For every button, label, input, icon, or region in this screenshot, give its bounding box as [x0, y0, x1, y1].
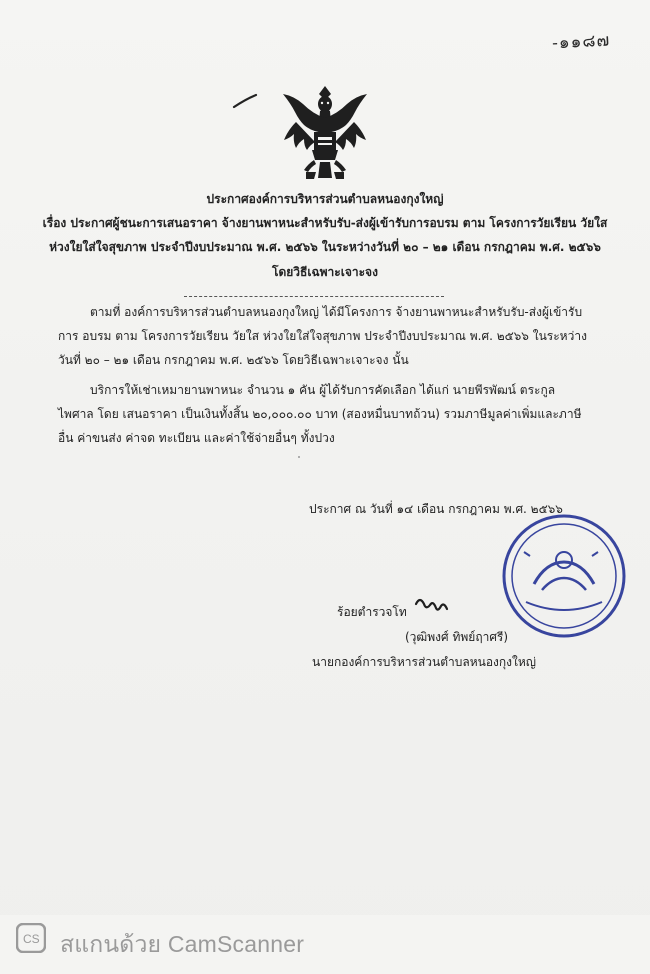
divider-line	[184, 296, 444, 297]
camscanner-text: สแกนด้วย CamScanner	[60, 931, 305, 957]
announcement-method: โดยวิธีเฉพาะเจาะจง	[272, 265, 378, 279]
signature	[414, 592, 454, 616]
garuda-emblem-icon	[276, 80, 374, 188]
announcement-subject: เรื่อง ประกาศผู้ชนะการเสนอราคา จ้างยานพาหนะสำหรับรับ-ส่งผู้เข้ารับการอบรม ตาม โครงการวัยเรียน วัยใส	[42, 216, 608, 230]
official-seal-icon	[500, 512, 628, 640]
signer-name: (วุฒิพงศ์ ทิพย์ฤาศรี)	[405, 630, 509, 644]
signer-position: นายกองค์การบริหารส่วนตำบลหนองกุงใหญ่	[312, 655, 537, 669]
paragraph-1-text: ตามที่ องค์การบริหารส่วนตำบลหนองกุงใหญ่ ได้มีโครงการ จ้างยานพาหนะสำหรับรับ-ส่งผู้เข้ารับการ อบรม ตาม โครงการวัยเรียน วัยใส ห่วงใยใส่ใจสุขภาพ ประจำปีงบประมาณ พ.ศ. ๒๕๖๖ ในระหว่างวันที่ ๒๐ – ๒๑ เดือน กรกฎาคม พ.ศ. ๒๕๖๖ โดยวิธีเฉพาะเจาะจง นั้น	[58, 305, 587, 367]
handwritten-note: -๑๑๘๗	[551, 30, 611, 54]
camscanner-logo-text: CS	[23, 932, 40, 946]
paragraph-2	[58, 378, 588, 450]
announcement-date: ประกาศ ณ วันที่ ๑๔ เดือน กรกฎาคม พ.ศ. ๒๕๖๖	[309, 502, 563, 516]
camscanner-logo-icon	[16, 923, 46, 953]
announcement-header: ประกาศองค์การบริหารส่วนตำบลหนองกุงใหญ่	[206, 192, 444, 206]
scan-dot	[298, 456, 300, 458]
paragraph-1	[58, 300, 588, 372]
signer-rank: ร้อยตำรวจโท	[337, 605, 407, 619]
paragraph-2-text: บริการให้เช่าเหมายานพาหนะ จำนวน ๑ คัน ผู้ได้รับการคัดเลือก ได้แก่ นายพีรพัฒน์ ตระกูลไพศาล โดย เสนอราคา เป็นเงินทั้งสิ้น ๒๐,๐๐๐.๐๐ บาท (สองหมื่นบาทถ้วน) รวมภาษีมูลค่าเพิ่มและภาษีอื่น ค่าขนส่ง ค่าจด ทะเบียน และค่าใช้จ่ายอื่นๆ ทั้งปวง	[58, 383, 582, 445]
announcement-subject-cont: ห่วงใยใส่ใจสุขภาพ ประจำปีงบประมาณ พ.ศ. ๒๕๖๖ ในระหว่างวันที่ ๒๐ – ๒๑ เดือน กรกฎาคม พ.ศ. ๒๕๖๖	[49, 240, 601, 254]
handwritten-stroke	[232, 93, 258, 109]
